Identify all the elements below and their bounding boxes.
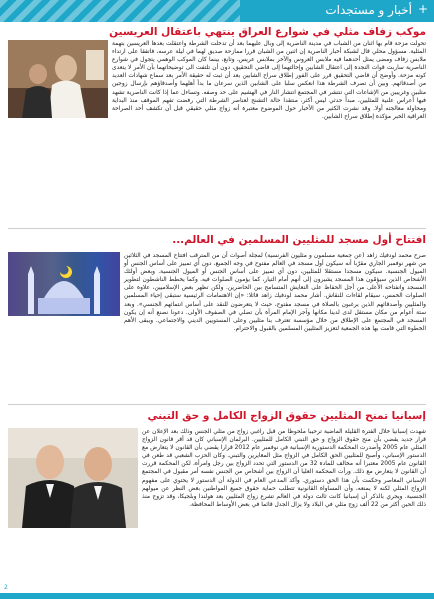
article-body-spain-wrap (142, 428, 426, 528)
article-body-spain-cont (8, 532, 426, 582)
section-header-bar (0, 0, 434, 22)
article-headline: افتتاح أول مسجد للمثليين المسلمين في العالم... (172, 234, 426, 246)
article-body-continued (8, 124, 426, 220)
footer-bar (0, 593, 434, 599)
wedding-photo-illustration (8, 40, 108, 118)
article-wedding (8, 26, 426, 38)
article-photo-mosque (8, 252, 120, 316)
article-body-mosque-wrap (124, 252, 426, 332)
article-body-continued (8, 532, 426, 582)
article-body: تحولت مزحة قام بها اثنان من الشباب في مدينة الناصرية إلى وبال عليهما بعد أن تدخلت الشرطة واعتقلت بعدها العريسين بتهمة المثلية. مسؤول محلي قال لشبكة أخبار الناصرية إن اثنين من الشبان قررا ممازحة صديق لهما في ليلة عرسه، فاتفقا على ارتداء ملابس زفاف ومضى يمثل أحدهما فيه ملابس العروس والآخر بملابس عريس، وتابع، بينما كان الموكب الوهمي يتجول في شوارع الناصرية ساربت قوات النجدة إلى اعتقال الشابين وإحالتهما إلى قاضي التحقيق، دون أن تلتفت الى توضيحاتهما بأن الأمر لا يتعدى كونه مزحة. وأوضح أن قاضي التحقيق قرر على الفور إطلاق سراح الشابين بعد أن ثبت له حقيقة الأمر بعد سماع شهادات العديد من أصدقائهم. وبين أن تصرف الشرطة هذا انعكس سلبا على الشابين الذين سرعان ما بدأ أهلهما وأصدقاؤهم بإرسال زوجين متلبين وغريبين من الإشاعات التي تنتشر في المجتمع انتشار النار في الهشيم على حد وصفه. وتساءل عما إذا كانت الناصرية تشهد فيها أعراس علنية للمثليين، مبدأ حدثي ليس أكثر، منتقدا حالة التشنج لعناصر الشرطة التي رفضت تفهم الموقف منذ البداية ومحاولة معالجته أولا. وقد نشرت الكثير من الأخبار حول الموضوع معتبرة أنه زواج مثلي حقيقي قبل أن تكشف أحد الصراحة العراقية الخبر مؤكدة إطلاق سراح الشابين. (112, 41, 426, 120)
mosque-illustration (8, 252, 120, 316)
article-photo-wedding (8, 40, 108, 118)
header-stripes (0, 0, 240, 22)
article-body: شهدت إسبانيا خلال الفترة القليلة الماضية ترحيبا ملحوظا من قبل راغبي زواج من مثلي الجنس وذلك بعد الإعلان عن قرار جديد يقضي بأن منح حقوق الزواج و حق التبني الكامل للمثليين. البرلمان الإسباني كان قد أقر قانون الزواج المثلي عام 2005 وأصدرت المحكمة الدستورية الإسبانية في نوفمبر عام 2012 قرارا يقضي بأن القانون لا يتعارض مع الدستور الإسباني، وأصبح للمثليين الحق الكامل في الزواج مثل المغايرين والتبني. وكان الحزب الشعبي قد طعن في القانون عام 2005 معتبرا أنه مخالف للمادة 32 من الدستور التي تحدد الزواج بين رجل وامرأة، لكن المحكمة قررت أن القانون لا يتعارض مع ذلك. ورأت المحكمة العليا أن الزواج بين أشخاص من الجنس نفسه أمر مقبول في المجتمع الإسباني المعاصر وحكمت بأن هذا الحق دستوري. وأكد المدعي العام في الدولة أن الدستور لا يحتوي على مفهوم الزواج المثلي لكنه لا يمنعه، وأن المساواة القانونية تتطلب حماية حقوق جميع المواطنين بغض النظر عن ميولهم الجنسية. ويجري بالذكر أن إسبانيا كانت ثالث دولة في العالم تشرع زواج المثليين بعد هولندا وبلجيكا، وقد تزوج منذ ذلك الحين أكثر من 22 ألف زوج مثلي في البلاد ولا يزال الجدل قائما في بعض الأوساط المحافظة. (142, 429, 426, 508)
article-body-wedding-cont (8, 124, 426, 220)
divider (8, 404, 426, 405)
article-spain (8, 410, 426, 422)
plus-icon: + (417, 2, 428, 16)
article-body: صرح محمد لودفيك زاهد (عن جمعية مسلمون و مثليون الفرنسية) لمجلة أصوات أن من المترقب افتتاح المسجد في الثلاثين من شهر نوفمبر الجاري مقرّبا أنه سيكون أول مسجد في العالم مفتوح في وجه الجميع، دون أي تمييز على أساس الجنس أو الميول الجنسية. سيكون مسجدا مستقلا للمثليين، دون أي تمييز على أساس الجنس أو الميول الجنسية. وبعض أولئك الأشخاص الذين سيؤمّون هذا المسجد يشيرون إلى أنهم أمام التيار، كما يؤمون الصلوات فيه. وكما يخطط الناشطون لتطوير المسجد وانفتاحه الأعلى من أجل الحفاظ على التعايش المتسامح بين الحاضرين. ولكن تظهر بعض الإسلاميين، علاوة على الصلوات الخمس، سيقام لقاءات للنقاش. أشار محمد لودفيك زاهد قائلا: «إن الاهتمامات الرئيسية ستبقى إحياء المسلمين والمثليين وأصدقائهم الذين يرغبون بالصلاة في مسجد مفتوح، حيث لا يتعرضون للنقد على أساس انتمائهم الجنسي». وبعد ستة أعوام من مكان مستقل لدى لدينا مكانها وآجر الإمام المرأة بأن تصلي في الصفوف الأولى. دعونا نصنع أنه إن يكون المسجد في المجتمع على الإطلاق من خلال مؤسسة تعترف بنا مثليين وعلى المستويين الديني والاجتماعي. ويبقى الأهم الخطوة التي قامت بها هذه الجمعية لتعزيز المثليين المسلمين بالقبول والاحترام. (124, 253, 426, 332)
article-body-mosque-cont (8, 320, 426, 400)
page-number: 2 (4, 584, 8, 591)
article-headline: إسبانيا تمنح المثليين حقوق الزواج الكامل و حق التبني (147, 410, 426, 422)
divider (8, 228, 426, 229)
article-body-wedding-wrap (112, 40, 426, 124)
article-photo-spain (8, 428, 138, 528)
article-mosque (8, 234, 426, 246)
section-title: أخبار و مستجدات (325, 3, 412, 17)
article-body-continued (8, 320, 426, 400)
article-headline: موكب زفاف مثلي في شوارع العراق ينتهي باعتقال العريسين (109, 26, 426, 38)
couple-photo-illustration (8, 428, 138, 528)
